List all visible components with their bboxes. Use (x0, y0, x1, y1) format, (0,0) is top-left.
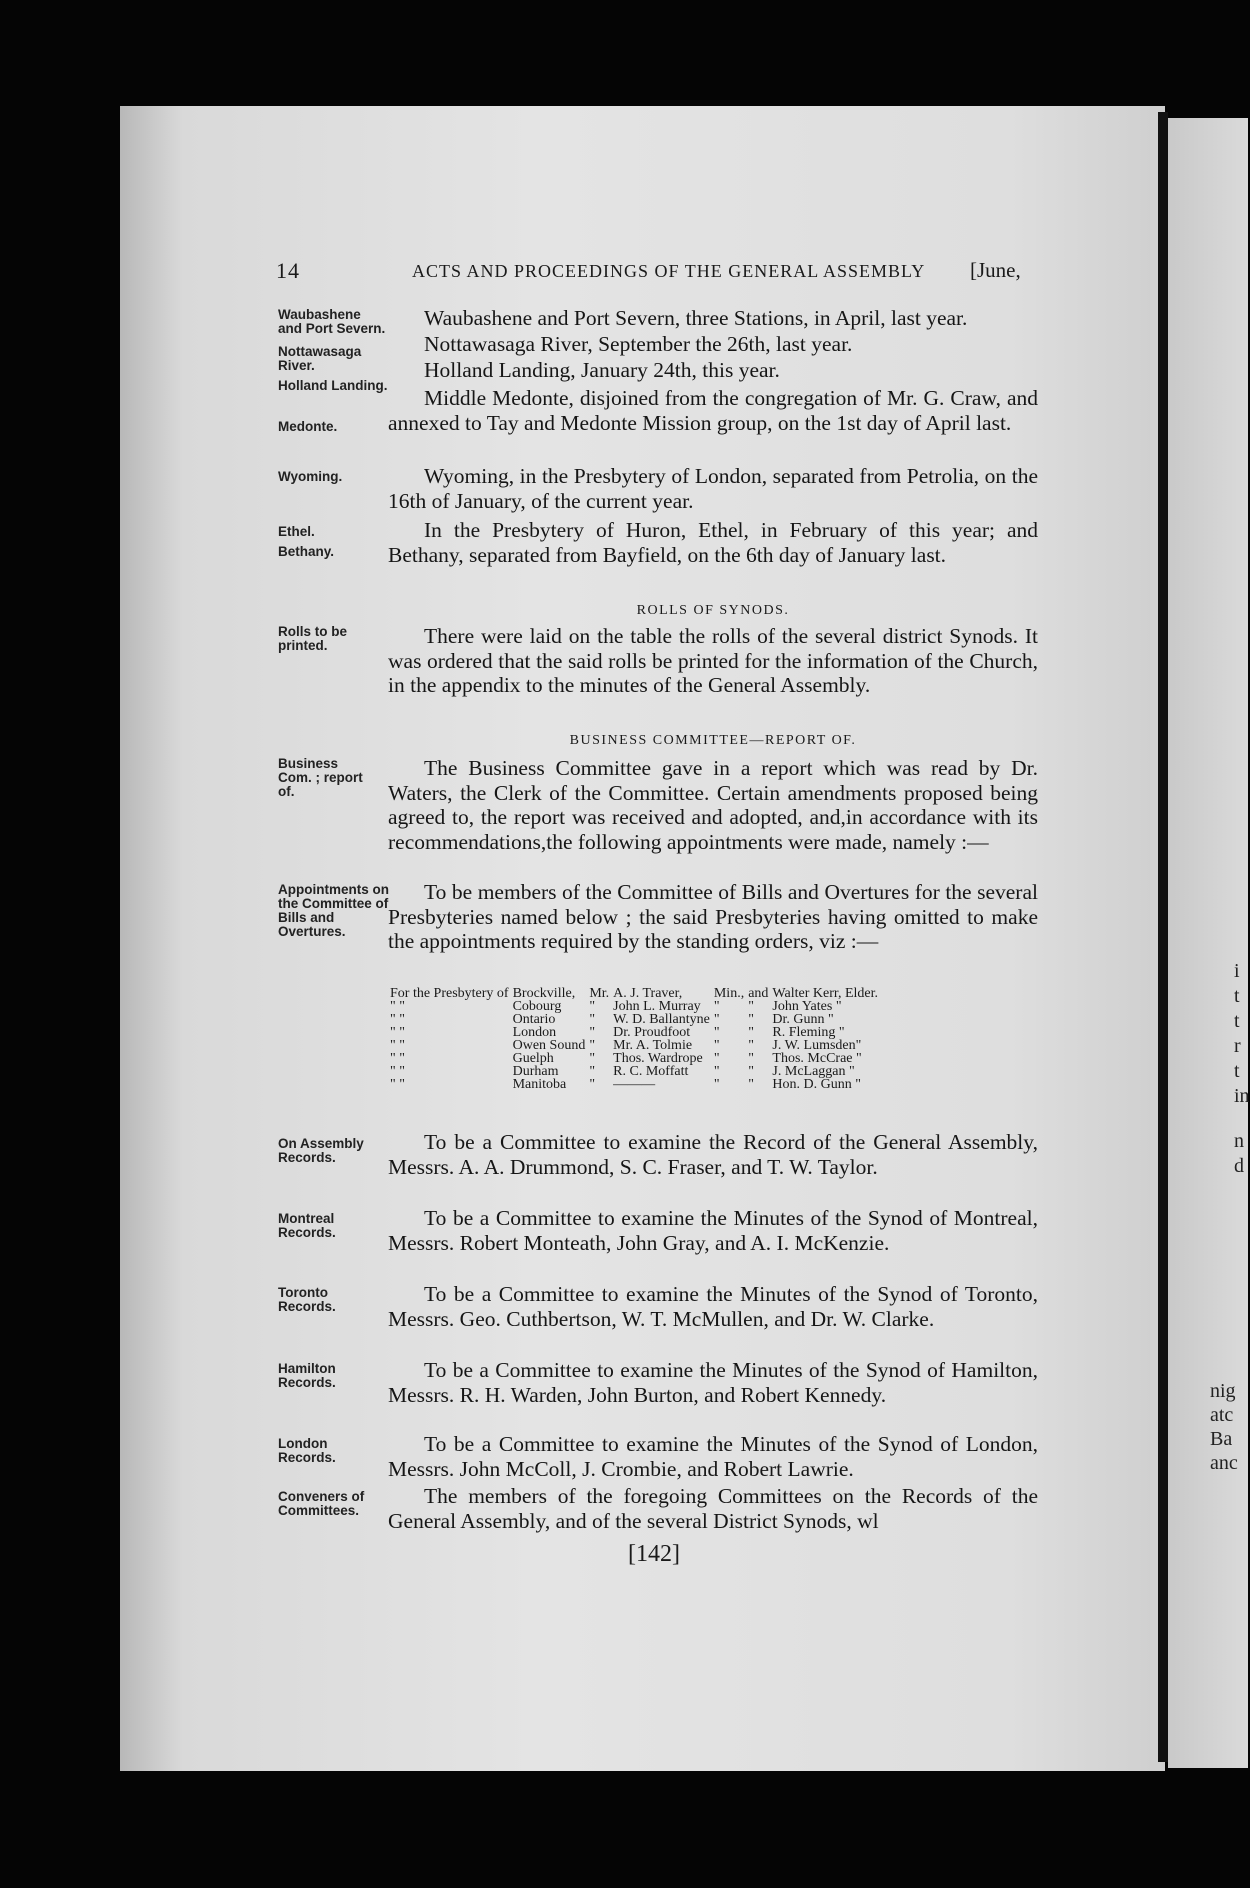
committee-paragraph: To be a Committee to examine the Record of the General Assembly, Messrs. A. A. Drummond, S. C. Fraser, and T. W. Taylor. (388, 1130, 1038, 1179)
presbytery-min: Min., (713, 986, 745, 1001)
committee-paragraph: To be a Committee to examine the Minutes of the Synod of Hamilton, Messrs. R. H. Warden, John Burton, and Robert Kennedy. (388, 1358, 1038, 1407)
presbytery-prefix: " " (390, 1025, 405, 1040)
presbytery-min: " (713, 999, 720, 1014)
presbytery-mr: " (589, 1012, 596, 1027)
presbytery-and: " (748, 1025, 754, 1040)
margin-note: Waubashene and Port Severn. (278, 307, 386, 336)
margin-note: Montreal Records. (278, 1211, 336, 1240)
presbytery-mr: " (589, 1038, 596, 1053)
entry-paragraph: Nottawasaga River, September the 26th, last year. (424, 332, 853, 356)
entry-paragraph: In the Presbytery of Huron, Ethel, in February of this year; and Bethany, separated from Bayfield, on the 6th day of January last. (388, 518, 1038, 567)
adjacent-fragment: t (1234, 1010, 1240, 1032)
presbytery-name: Ontario (512, 1012, 556, 1027)
presbytery-and: " (748, 1038, 754, 1053)
presbytery-mr: " (589, 1025, 596, 1040)
presbytery-and: " (748, 999, 754, 1014)
presbytery-and: " (748, 1064, 754, 1079)
presbytery-row (390, 1078, 882, 1091)
date-tag: [June, (970, 258, 1021, 282)
presbytery-min: " (713, 1051, 720, 1066)
presbytery-name: Cobourg (512, 999, 562, 1014)
margin-note: Rolls to be printed. (278, 624, 348, 653)
committee-paragraph: To be a Committee to examine the Minutes of the Synod of Toronto, Messrs. Geo. Cuthbertson, W. T. McMullen, and Dr. W. Clarke. (388, 1282, 1038, 1331)
presbytery-elder: Thos. McCrae " (772, 1051, 862, 1066)
presbytery-prefix: " " (390, 999, 405, 1014)
margin-note: Medonte. (278, 419, 338, 434)
section-heading: ROLLS OF SYNODS. (636, 603, 790, 618)
presbytery-and: " (748, 1077, 754, 1092)
presbytery-name: Manitoba (512, 1077, 567, 1092)
committee-paragraph: To be a Committee to examine the Minutes of the Synod of Montreal, Messrs. Robert Monteath, John Gray, and A. I. McKenzie. (388, 1206, 1038, 1255)
committee-paragraph: To be a Committee to examine the Minutes of the Synod of London, Messrs. John McColl, J. Crombie, and Robert Lawrie. (388, 1432, 1038, 1481)
adjacent-fragment: anc (1210, 1452, 1238, 1474)
presbytery-minister: Thos. Wardrope (613, 1051, 703, 1066)
presbytery-minister: R. C. Moffatt (613, 1064, 689, 1079)
margin-note: Wyoming. (278, 469, 343, 484)
section-paragraph: There were laid on the table the rolls of the several district Synods. It was ordered that the said rolls be printed for the information of the Church, in the appendix to the minutes of the General Assembly. (388, 624, 1038, 697)
page-gutter (1158, 112, 1168, 1762)
presbytery-prefix: " " (390, 1051, 405, 1066)
presbytery-table (390, 987, 882, 1091)
presbytery-mr: " (589, 999, 596, 1014)
presbytery-name: Guelph (512, 1051, 554, 1066)
presbytery-elder: J. W. Lumsden" (772, 1038, 862, 1053)
presbytery-prefix: " " (390, 1012, 405, 1027)
presbytery-and: and (748, 986, 769, 1001)
page-number: 14 (276, 258, 300, 283)
margin-note: Ethel. Bethany. (278, 524, 335, 559)
presbytery-minister: ——— (613, 1077, 656, 1092)
page-reference: [142] (628, 1541, 680, 1567)
presbytery-elder: Walter Kerr, Elder. (772, 986, 879, 1001)
adjacent-fragment: r (1234, 1035, 1241, 1057)
margin-note: Holland Landing. (278, 378, 388, 393)
margin-note: Business Com. ; report of. (278, 756, 363, 799)
presbytery-min: " (713, 1064, 720, 1079)
margin-note: On Assembly Records. (278, 1136, 364, 1165)
margin-note: Appointments on the Committee of Bills and Overtures. (278, 882, 389, 939)
presbytery-min: " (713, 1025, 720, 1040)
presbytery-prefix: " " (390, 1064, 405, 1079)
presbytery-prefix: For the Presbytery of (390, 986, 509, 1001)
margin-note: Toronto Records. (278, 1285, 336, 1314)
adjacent-fragment: nig (1210, 1380, 1236, 1402)
entry-paragraph: Holland Landing, January 24th, this year. (424, 358, 780, 382)
presbytery-name: Brockville, (512, 986, 576, 1001)
margin-note: Conveners of Committees. (278, 1489, 365, 1518)
adjacent-fragment: n (1234, 1130, 1244, 1152)
adjacent-fragment: Ba (1210, 1428, 1233, 1450)
adjacent-page-edge (1168, 118, 1248, 1768)
running-title: ACTS AND PROCEEDINGS OF THE GENERAL ASSEMBLY (412, 261, 926, 281)
adjacent-fragment: in (1234, 1085, 1250, 1107)
presbytery-elder: Dr. Gunn " (772, 1012, 834, 1027)
presbytery-elder: Hon. D. Gunn " (772, 1077, 861, 1092)
presbytery-mr: Mr. (589, 986, 610, 1001)
adjacent-fragment: d (1234, 1155, 1244, 1177)
presbytery-minister: A. J. Traver, (613, 986, 683, 1001)
presbytery-name: Owen Sound (512, 1038, 586, 1053)
presbytery-min: " (713, 1012, 720, 1027)
section-paragraph: The Business Committee gave in a report which was read by Dr. Waters, the Clerk of the Committee. Certain amendments proposed being agreed to, the report was received and adopted, and,in accordance with its recommendations,the following appointments were made, namely :— (388, 756, 1038, 854)
adjacent-fragment: atc (1210, 1404, 1234, 1426)
presbytery-min: " (713, 1077, 720, 1092)
presbytery-mr: " (589, 1051, 596, 1066)
margin-note: London Records. (278, 1436, 336, 1465)
presbytery-elder: John Yates " (772, 999, 842, 1014)
adjacent-fragment: i (1234, 960, 1240, 982)
section-paragraph: To be members of the Committee of Bills and Overtures for the several Presbyteries named below ; the said Presbyteries having omitted to make the appointments required by the standing orders, viz :— (388, 880, 1038, 953)
presbytery-elder: J. McLaggan " (772, 1064, 855, 1079)
presbytery-minister: Dr. Proudfoot (613, 1025, 691, 1040)
presbytery-name: Durham (512, 1064, 559, 1079)
entry-paragraph: Wyoming, in the Presbytery of London, separated from Petrolia, on the 16th of January, of the current year. (388, 464, 1038, 513)
presbytery-minister: Mr. A. Tolmie (613, 1038, 693, 1053)
presbytery-prefix: " " (390, 1077, 405, 1092)
adjacent-fragment: t (1234, 1060, 1240, 1082)
entry-paragraph: Waubashene and Port Severn, three Stations, in April, last year. (424, 306, 968, 330)
presbytery-elder: R. Fleming " (772, 1025, 845, 1040)
adjacent-fragment: t (1234, 985, 1240, 1007)
presbytery-prefix: " " (390, 1038, 405, 1053)
margin-note: Hamilton Records. (278, 1361, 336, 1390)
presbytery-minister: John L. Murray (613, 999, 701, 1014)
section-heading: BUSINESS COMMITTEE—REPORT OF. (569, 733, 857, 748)
presbytery-and: " (748, 1012, 754, 1027)
margin-note: Nottawasaga River. (278, 344, 362, 373)
presbytery-mr: " (589, 1064, 596, 1079)
presbytery-minister: W. D. Ballantyne (613, 1012, 710, 1027)
presbytery-mr: " (589, 1077, 596, 1092)
committee-paragraph: The members of the foregoing Committees on the Records of the General Assembly, and of the several District Synods, wl (388, 1484, 1038, 1533)
entry-paragraph: Middle Medonte, disjoined from the congregation of Mr. G. Craw, and annexed to Tay and Medonte Mission group, on the 1st day of April last. (388, 386, 1038, 435)
presbytery-name: London (512, 1025, 557, 1040)
presbytery-min: " (713, 1038, 720, 1053)
presbytery-and: " (748, 1051, 754, 1066)
